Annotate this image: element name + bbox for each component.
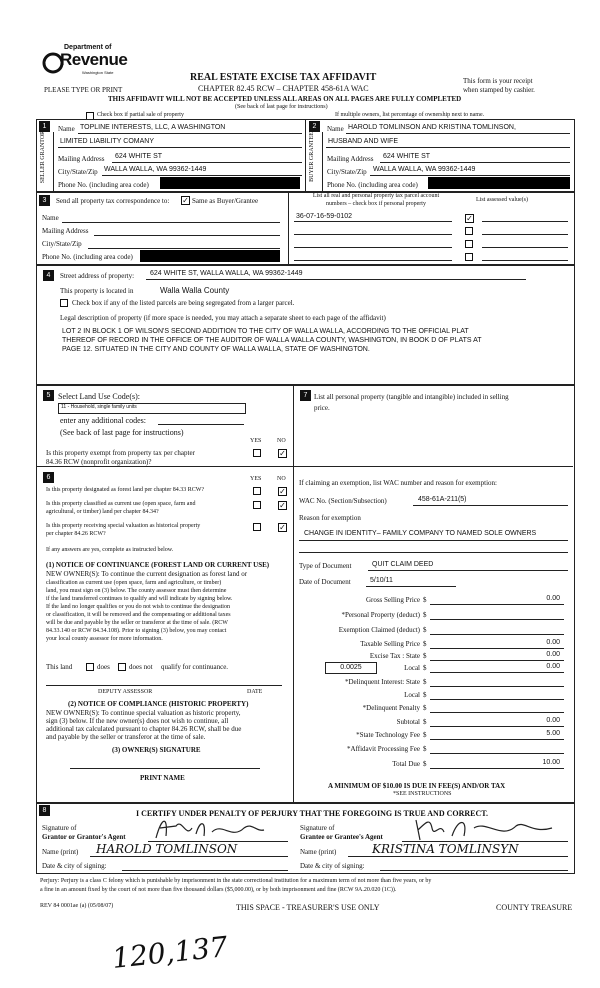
partial-sale-label: Check box if partial sale of property (97, 112, 184, 118)
land-use-see-back: (See back of last page for instructions) (60, 428, 184, 437)
wac-number[interactable]: 458-61A-211(5) (418, 496, 467, 503)
notice-compliance-line: and payable by the seller or transferor at the time of sale. (46, 733, 206, 741)
tax-row-label: *Delinquent Interest: State (344, 678, 420, 686)
tax-row-value[interactable]: 5.00 (546, 730, 560, 737)
dollar-sign: $ (423, 611, 427, 619)
section-3-badge: 3 (39, 195, 50, 206)
grantor-signature[interactable] (152, 814, 272, 842)
perjury-notice-1: Perjury: Perjury is a class C felony which is punishable by imprisonment in the state correctional institution for a maximum term of not more than five years, or by (40, 878, 432, 884)
tax-row-label: Subtotal (396, 718, 420, 726)
personal-property-label-1: List all personal property (tangible and intangible) included in selling (314, 393, 509, 401)
parcel-number[interactable]: 36-07-16-59-0102 (296, 213, 353, 220)
section-7-badge: 7 (300, 390, 311, 401)
form-chapter: CHAPTER 82.45 RCW – CHAPTER 458-61A WAC (198, 84, 369, 93)
s6-no: NO (277, 476, 286, 482)
exemption-reason[interactable]: CHANGE IN IDENTITY– FAMILY COMPANY TO NAMED SOLE OWNERS (304, 530, 537, 537)
additional-codes-label: enter any additional codes: (60, 416, 146, 425)
seller-mailing-label: Mailing Address (58, 155, 105, 163)
certify-statement: I CERTIFY UNDER PENALTY OF PERJURY THAT THE FOREGOING IS TRUE AND CORRECT. (136, 809, 489, 818)
seller-name-label: Name (58, 125, 75, 133)
section-8-badge: 8 (39, 805, 50, 816)
see-back-instructions: (See back of last page for instructions) (235, 104, 328, 110)
forest-yes-checkbox[interactable] (253, 487, 261, 495)
grantee-name-print-label: Name (print) (300, 848, 337, 856)
segregated-label: Check box if any of the listed parcels are being segregated from a larger parcel. (72, 299, 295, 307)
qualify-label: qualify for continuance. (161, 663, 229, 671)
section-2-badge: 2 (309, 121, 320, 132)
treasurer-use-label: THIS SPACE - TREASURER'S USE ONLY (236, 903, 380, 912)
completion-warning: THIS AFFIDAVIT WILL NOT BE ACCEPTED UNLESS ALL AREAS ON ALL PAGES ARE FULLY COMPLETED (108, 95, 462, 103)
tax-row-label: Local (404, 664, 420, 672)
section-1-badge: 1 (39, 121, 50, 132)
tax-row-label: Exemption Claimed (deduct) (338, 626, 420, 634)
notice-continuance-line: if the land transferred continues to qualify and will indicate by signing below. (46, 596, 233, 602)
notice-continuance-line: 84.33.140 or RCW 84.34.108). Prior to signing (3) below, you may contact (46, 628, 227, 634)
corr-phone-redacted (140, 250, 280, 262)
seller-city[interactable]: WALLA WALLA, WA 99362-1449 (104, 166, 207, 173)
parcel-4-personal-checkbox[interactable] (465, 253, 473, 261)
grantor-name-print[interactable]: HAROLD TOMLINSON (96, 842, 238, 856)
dollar-sign: $ (423, 626, 427, 634)
wac-label: WAC No. (Section/Subsection) (299, 497, 387, 505)
historic-question-1: Is this property receiving special valuation as historical property (46, 523, 201, 529)
notice-compliance-line: sign (3) below. If the new owner(s) does not wish to continue, all (46, 717, 229, 725)
seller-phone-label: Phone No. (including area code) (58, 181, 149, 189)
land-use-label: Select Land Use Code(s): (58, 392, 140, 401)
grantor-date-city-label: Date & city of signing: (42, 862, 107, 870)
forest-question: Is this property designated as forest land per chapter 84.33 RCW? (46, 487, 205, 493)
does-not-label: does not (129, 663, 153, 671)
minimum-due-note: A MINIMUM OF $10.00 IS DUE IN FEE(S) AND/OR TAX (328, 782, 506, 790)
does-label: does (97, 663, 110, 671)
same-as-buyer-label: Same as Buyer/Grantee (192, 197, 259, 205)
print-name-label: PRINT NAME (140, 774, 185, 782)
forest-no-checkbox[interactable]: ✓ (279, 487, 286, 496)
notice-continuance-line: classification as current use (open space, farm and agriculture, or timber) (46, 580, 222, 586)
corr-mailing-label: Mailing Address (42, 227, 89, 235)
legal-line-3[interactable]: PAGE 12. SITUATED IN THE CITY AND COUNTY OF WALLA WALLA, STATE OF WASHINGTON. (62, 346, 370, 353)
buyer-mailing-label: Mailing Address (327, 155, 374, 163)
dollar-sign: $ (423, 731, 427, 739)
tax-row-label: *Personal Property (deduct) (341, 611, 420, 619)
segregated-checkbox[interactable] (60, 299, 68, 307)
section-6-badge: 6 (43, 472, 54, 483)
receipt-note-1: This form is your receipt (463, 77, 533, 85)
notice-compliance-line: additional tax calculated pursuant to chapter 84.26 RCW, shall be due (46, 725, 242, 733)
tax-row-value[interactable]: 0.00 (546, 595, 560, 602)
buyer-mailing[interactable]: 624 WHITE ST (383, 153, 431, 160)
seller-phone-redacted (160, 177, 300, 189)
dollar-sign: $ (423, 718, 427, 726)
sections-5-7-box (36, 384, 575, 804)
exemption-question: If claiming an exemption, list WAC number and reason for exemption: (299, 479, 497, 487)
logo-sub-text: Washington State (82, 70, 114, 75)
handwritten-number: 120,137 (110, 930, 230, 975)
tax-row-label: Total Due (392, 760, 420, 768)
buyer-name-2[interactable]: HUSBAND AND WIFE (328, 138, 399, 145)
notice-continuance-line: your local county assessor for more information. (46, 636, 163, 642)
does-qualify-checkbox[interactable] (86, 663, 94, 671)
exempt-yes-checkbox[interactable] (253, 449, 261, 457)
property-county[interactable]: Walla Walla County (160, 286, 230, 295)
legal-label: Legal description of property (if more space is needed, you may attach a separate sheet to each page of the affidavit) (60, 314, 386, 322)
parcel-3-personal-checkbox[interactable] (465, 240, 473, 248)
property-street[interactable]: 624 WHITE ST, WALLA WALLA, WA 99362-1449 (150, 270, 303, 277)
buyer-side-label: BUYER GRANTEE (309, 132, 315, 182)
assessed-header: List assessed value(s) (476, 197, 528, 203)
legal-line-2[interactable]: THEREOF OF RECORD IN THE OFFICE OF THE AUDITOR OF WALLA WALLA COUNTY, WASHINGTON, IN BOOK D OF PLATS AT (62, 337, 482, 344)
tax-row-value[interactable]: 10.00 (542, 759, 560, 766)
logo-main-text: Revenue (60, 50, 128, 69)
notice-compliance-line: NEW OWNER(S): To continue special valuation as historic property, (46, 709, 241, 717)
tax-row-value[interactable]: 0.00 (546, 639, 560, 646)
send-correspondence-label: Send all property tax correspondence to: (56, 197, 170, 205)
notice-continuance-line: or classification, it will be removed and the compensating or additional taxes (46, 612, 231, 618)
legal-line-1[interactable]: LOT 2 IN BLOCK 1 OF WILSON'S SECOND ADDITION TO THE CITY OF WALLA WALLA, ACCORDING TO THE OFFICIAL PLAT (62, 328, 469, 335)
buyer-phone-redacted (428, 177, 570, 189)
receipt-note-2: when stamped by cashier. (463, 86, 535, 94)
parcel-1-personal-checkbox[interactable]: ✓ (466, 214, 473, 223)
exempt-no-checkbox[interactable]: ✓ (279, 449, 286, 458)
tax-row-label: *Delinquent Penalty (362, 704, 420, 712)
current-use-no-checkbox[interactable]: ✓ (279, 501, 286, 510)
seller-name-2[interactable]: LIMITED LIABILITY COMANY (60, 138, 155, 145)
personal-property-label-2: price. (314, 404, 330, 412)
reason-label: Reason for exemption (299, 514, 361, 522)
multiple-owners-note: If multiple owners, list percentage of ownership next to name. (335, 112, 485, 118)
deputy-date-label: DATE (247, 689, 263, 695)
county-treasurer-label: COUNTY TREASURE (496, 903, 573, 912)
doc-date-label: Date of Document (299, 578, 351, 586)
tax-row-value[interactable]: 0.00 (546, 663, 560, 670)
doc-type-label: Type of Document (299, 562, 352, 570)
see-instructions-note: *SEE INSTRUCTIONS (393, 791, 452, 797)
accounts-header-2: numbers – check box if personal property (326, 201, 426, 207)
does-not-qualify-checkbox[interactable] (118, 663, 126, 671)
seller-city-label: City/State/Zip (58, 168, 98, 176)
buyer-name-1[interactable]: HAROLD TOMLINSON AND KRISTINA TOMLINSON, (348, 124, 516, 131)
doc-type[interactable]: QUIT CLAIM DEED (372, 561, 434, 568)
dollar-sign: $ (423, 652, 427, 660)
grantor-sig-label-1: Signature of (42, 824, 77, 832)
please-type: PLEASE TYPE OR PRINT (44, 86, 123, 94)
grantee-name-print[interactable]: KRISTINA TOMLINSYN (372, 842, 519, 856)
corr-name-label: Name (42, 214, 59, 222)
grantor-sig-label-2: Grantor or Grantor's Agent (42, 833, 126, 841)
land-use-code: 11 - Household, single family units (61, 404, 137, 410)
historic-yes-checkbox[interactable] (253, 523, 261, 531)
grantee-sig-label-2: Grantee or Grantee's Agent (300, 833, 383, 841)
owner-signature-label: (3) OWNER(S) SIGNATURE (112, 746, 201, 754)
perjury-notice-2: a fine in an amount fixed by the court of not more than five thousand dollars ($5,000.00), or by both imprisonment and fine (RCW 9A.20.020 (1C)). (40, 887, 397, 893)
form-title: REAL ESTATE EXCISE TAX AFFIDAVIT (190, 72, 377, 83)
current-use-question-1: Is this property classified as current use (open space, farm and (46, 501, 196, 507)
seller-side-label: SELLER GRANTOR (40, 130, 46, 184)
tax-row-label: Gross Selling Price (365, 596, 420, 604)
section-5-badge: 5 (43, 390, 54, 401)
accounts-header-1: List all real and personal property tax parcel account (312, 193, 440, 199)
seller-name-1[interactable]: TOPLINE INTERESTS, LLC, A WASHINGTON (80, 124, 226, 131)
tax-row-label: Taxable Selling Price (360, 640, 420, 648)
tax-row-label: *Affidavit Processing Fee (347, 745, 420, 753)
notice-continuance-line: will be due and payable by the seller or transferor at the time of sale. (RCW (46, 620, 228, 626)
dollar-sign: $ (423, 678, 427, 686)
historic-no-checkbox[interactable]: ✓ (279, 523, 286, 532)
notice-continuance-line: If the land no longer qualifies or you do not wish to continue the designation (46, 604, 230, 610)
form-revision: REV 84 0001ae (a) (05/08/07) (40, 903, 114, 909)
notice-continuance-line: NEW OWNER(S): To continue the current designation as forest land or (46, 570, 248, 578)
tax-row-label: Excise Tax : State (369, 652, 420, 660)
corr-city-label: City/State/Zip (42, 240, 82, 248)
grantee-signature[interactable] (412, 814, 562, 842)
land-use-no: NO (277, 438, 286, 444)
seller-mailing[interactable]: 624 WHITE ST (115, 153, 163, 160)
current-use-question-2: agricultural, or timber) land per chapter 84.34? (46, 509, 159, 515)
grantee-sig-label-1: Signature of (300, 824, 335, 832)
county-label: This property is located in (60, 287, 134, 295)
grantor-name-print-label: Name (print) (42, 848, 79, 856)
dollar-sign: $ (423, 664, 427, 672)
property-box (36, 264, 575, 386)
notice-compliance-title: (2) NOTICE OF COMPLIANCE (HISTORIC PROPERTY) (68, 700, 249, 708)
exempt-question-2: 84.36 RCW (nonprofit organization)? (46, 458, 152, 466)
tax-row-value[interactable]: 0.00 (546, 651, 560, 658)
street-label: Street address of property: (60, 272, 135, 280)
buyer-city-label: City/State/Zip (327, 168, 367, 176)
buyer-phone-label: Phone No. (including area code) (327, 181, 418, 189)
buyer-city[interactable]: WALLA WALLA, WA 99362-1449 (373, 166, 476, 173)
local-rate-box[interactable]: 0.0025 (325, 662, 377, 674)
dollar-sign: $ (423, 691, 427, 699)
land-use-yes: YES (250, 438, 262, 444)
dor-logo (42, 44, 128, 78)
dollar-sign: $ (423, 745, 427, 753)
parcel-2-personal-checkbox[interactable] (465, 227, 473, 235)
dollar-sign: $ (423, 704, 427, 712)
dollar-sign: $ (423, 760, 427, 768)
if-yes-instructions: If any answers are yes, complete as instructed below. (46, 547, 174, 553)
section-4-badge: 4 (43, 270, 54, 281)
doc-date[interactable]: 5/10/11 (370, 577, 393, 584)
tax-row-value[interactable]: 0.00 (546, 717, 560, 724)
s6-yes: YES (250, 476, 262, 482)
grantee-date-city-label: Date & city of signing: (300, 862, 365, 870)
exempt-question-1: Is this property exempt from property tax per chapter (46, 449, 195, 457)
this-land-label: This land (46, 663, 73, 671)
historic-question-2: per chapter 84.26 RCW? (46, 531, 106, 537)
logo-top-text: Department of (64, 44, 112, 51)
deputy-assessor-label: DEPUTY ASSESSOR (98, 689, 153, 695)
buyer-name-label: Name (327, 125, 344, 133)
corr-phone-label: Phone No. (including area code) (42, 253, 133, 261)
tax-row-label: *State Technology Fee (356, 731, 420, 739)
notice-continuance-line: land, you must sign on (3) below. The county assessor must then determine (46, 588, 227, 594)
current-use-yes-checkbox[interactable] (253, 501, 261, 509)
dollar-sign: $ (423, 640, 427, 648)
notice-continuance-title: (1) NOTICE OF CONTINUANCE (FOREST LAND OR CURRENT USE) (46, 561, 270, 569)
tax-row-label: Local (404, 691, 420, 699)
dollar-sign: $ (423, 596, 427, 604)
same-as-buyer-checkbox[interactable]: ✓ (182, 196, 189, 205)
